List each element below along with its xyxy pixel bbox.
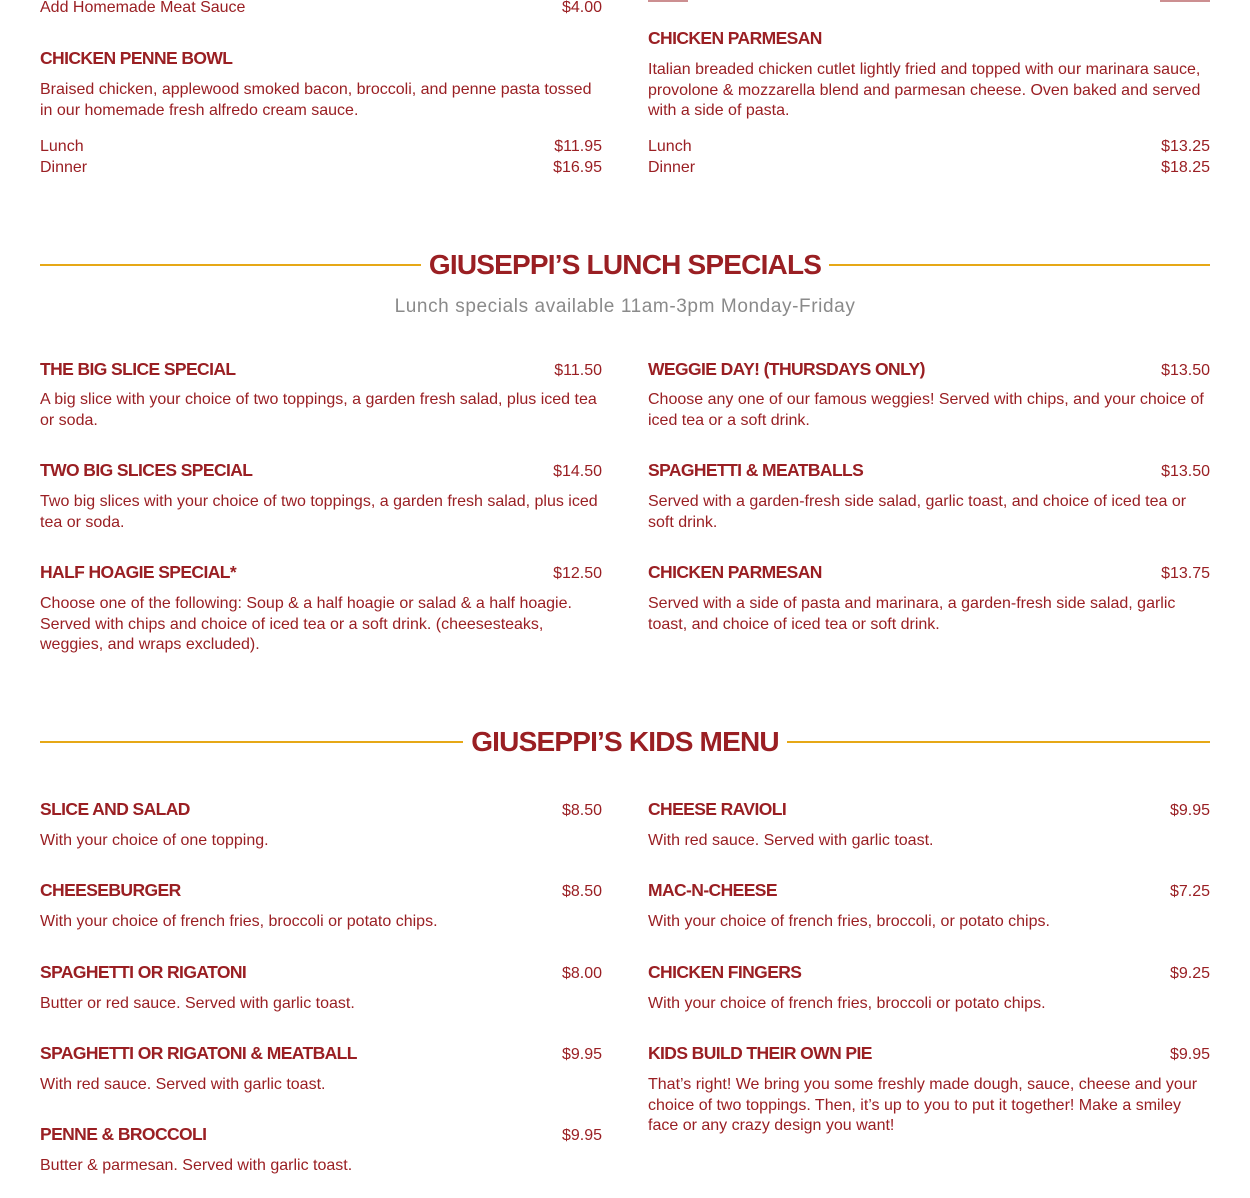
menu-item-price: $7.25 — [1169, 883, 1210, 900]
lunch-price-row — [648, 137, 1210, 157]
menu-item-description: Butter or red sauce. Served with garlic toast. — [40, 995, 355, 1012]
lunch-specials-subtitle: Lunch specials available 11am-3pm Monday-Friday — [394, 296, 856, 317]
dinner-price: $18.25 — [1161, 159, 1210, 176]
menu-item-header — [40, 48, 602, 68]
menu-item-price: $8.50 — [561, 883, 602, 900]
menu-item-header — [648, 1043, 1210, 1065]
menu-item-description: A big slice with your choice of two toppings, a garden fresh salad, plus iced tea or soda. — [40, 391, 597, 429]
menu-item-description: Served with a garden-fresh side salad, garlic toast, and choice of iced tea or soft drink. — [648, 493, 1187, 531]
section-title: GIUSEPPI’S LUNCH SPECIALS — [428, 249, 822, 280]
menu-item-description: With red sauce. Served with garlic toast. — [40, 1076, 326, 1093]
menu-item-description: With your choice of one topping. — [40, 832, 269, 849]
menu-item-header — [40, 880, 602, 902]
addon-price: $4.00 — [561, 0, 602, 16]
menu-item-header — [648, 880, 1210, 902]
lunch-price: $11.95 — [554, 138, 602, 155]
divider-line — [40, 264, 421, 266]
menu-item-price: $13.50 — [1161, 463, 1210, 480]
menu-item-price: $9.95 — [1169, 802, 1210, 819]
menu-item-description: Braised chicken, applewood smoked bacon, broccoli, and penne pasta tossed in our homemade fresh alfredo cream sauce. — [40, 81, 592, 119]
menu-item-price: $11.50 — [554, 362, 602, 379]
menu-item-description: Italian breaded chicken cutlet lightly fried and topped with our marinara sauce, provolone & mozzarella blend and parmesan cheese. Oven baked and served with a side of pasta. — [648, 61, 1201, 119]
menu-item-name: THE BIG SLICE SPECIAL — [40, 359, 236, 379]
addon-label: Add Homemade Meat Sauce — [40, 0, 246, 16]
menu-item-name: SPAGHETTI OR RIGATONI & MEATBALL — [40, 1043, 357, 1063]
menu-item-header — [648, 460, 1210, 482]
menu-item-header — [648, 799, 1210, 821]
divider-line — [787, 741, 1210, 743]
menu-item-description: Served with a side of pasta and marinara, a garden-fresh side salad, garlic toast, and choice of iced tea or soft drink. — [648, 595, 1176, 633]
menu-item-description: That’s right! We bring you some freshly made dough, sauce, cheese and your choice of two toppings. Then, it’s up to you to put it together! Make a smiley face or any crazy design you want! — [648, 1076, 1198, 1134]
menu-item-description: Choose one of the following: Soup & a half hoagie or salad & a half hoagie. Served with chips and choice of iced tea or a soft drink. (cheesesteaks, weggies, and wraps excluded). — [40, 595, 572, 653]
menu-item-header — [648, 359, 1210, 381]
menu-item-header — [40, 1043, 602, 1065]
kids-menu-heading — [40, 722, 1210, 762]
menu-item-name: PENNE & BROCCOLI — [40, 1124, 207, 1144]
menu-item-description: With your choice of french fries, broccoli or potato chips. — [648, 995, 1046, 1012]
lunch-label: Lunch — [648, 138, 692, 155]
top-left-column — [40, 0, 602, 190]
menu-item-name: CHICKEN PARMESAN — [648, 562, 822, 582]
menu-item-header — [648, 962, 1210, 984]
addon-row — [40, 0, 602, 18]
menu-item-name: CHEESEBURGER — [40, 880, 181, 900]
menu-item-name: CHICKEN FINGERS — [648, 962, 802, 982]
lunch-label: Lunch — [40, 138, 84, 155]
menu-item-price: $13.75 — [1161, 565, 1210, 582]
menu-item-header — [648, 28, 1210, 48]
menu-item-name: SPAGHETTI OR RIGATONI — [40, 962, 247, 982]
menu-item-name: SPAGHETTI & MEATBALLS — [648, 460, 864, 480]
menu-item-description: With your choice of french fries, broccoli, or potato chips. — [648, 913, 1050, 930]
menu-item-price: $9.95 — [1169, 1046, 1210, 1063]
menu-item-header — [40, 1124, 602, 1146]
menu-item-name: HALF HOAGIE SPECIAL* — [40, 562, 237, 582]
menu-item-name: CHICKEN PENNE BOWL — [40, 48, 233, 68]
menu-item-header — [648, 562, 1210, 584]
menu-item-description: Two big slices with your choice of two toppings, a garden fresh salad, plus iced tea or soda. — [40, 493, 598, 531]
lunch-price-row — [40, 137, 602, 157]
menu-item-price: $13.50 — [1161, 362, 1210, 379]
menu-item-description: With red sauce. Served with garlic toast. — [648, 832, 934, 849]
menu-item-name: SLICE AND SALAD — [40, 799, 190, 819]
menu-item-name: CHICKEN PARMESAN — [648, 28, 822, 48]
section-title: GIUSEPPI’S KIDS MENU — [471, 726, 779, 757]
menu-item-header — [40, 562, 602, 584]
menu-item-description: Butter & parmesan. Served with garlic toast. — [40, 1157, 353, 1174]
menu-item-price: $9.95 — [561, 1127, 602, 1144]
lunch-price: $13.25 — [1161, 138, 1210, 155]
menu-item-price: $9.25 — [1169, 965, 1210, 982]
dinner-price-row — [40, 158, 602, 178]
menu-item-name: TWO BIG SLICES SPECIAL — [40, 460, 253, 480]
dinner-label: Dinner — [40, 159, 88, 176]
menu-item-price: $12.50 — [553, 565, 602, 582]
menu-item-header — [40, 460, 602, 482]
menu-item-description: Choose any one of our famous weggies! Served with chips, and your choice of iced tea or a soft drink. — [648, 391, 1204, 429]
menu-item-price: $9.95 — [561, 1046, 602, 1063]
menu-item-header — [40, 962, 602, 984]
lunch-specials-heading — [40, 245, 1210, 285]
menu-item-header — [40, 799, 602, 821]
menu-item-price: $14.50 — [553, 463, 602, 480]
top-right-column — [648, 0, 1210, 190]
menu-item-description: With your choice of french fries, broccoli or potato chips. — [40, 913, 438, 930]
menu-item-name: WEGGIE DAY! (THURSDAYS ONLY) — [648, 359, 925, 379]
menu-item-name: MAC-N-CHEESE — [648, 880, 777, 900]
menu-item-price: $8.50 — [561, 802, 602, 819]
divider-line — [829, 264, 1210, 266]
menu-item-name: CHEESE RAVIOLI — [648, 799, 787, 819]
menu-item-price: $8.00 — [561, 965, 602, 982]
dinner-price: $16.95 — [553, 159, 602, 176]
divider-line — [40, 741, 463, 743]
menu-item-header — [40, 359, 602, 381]
dinner-price-row — [648, 158, 1210, 178]
dinner-label: Dinner — [648, 159, 696, 176]
menu-item-name: KIDS BUILD THEIR OWN PIE — [648, 1043, 872, 1063]
